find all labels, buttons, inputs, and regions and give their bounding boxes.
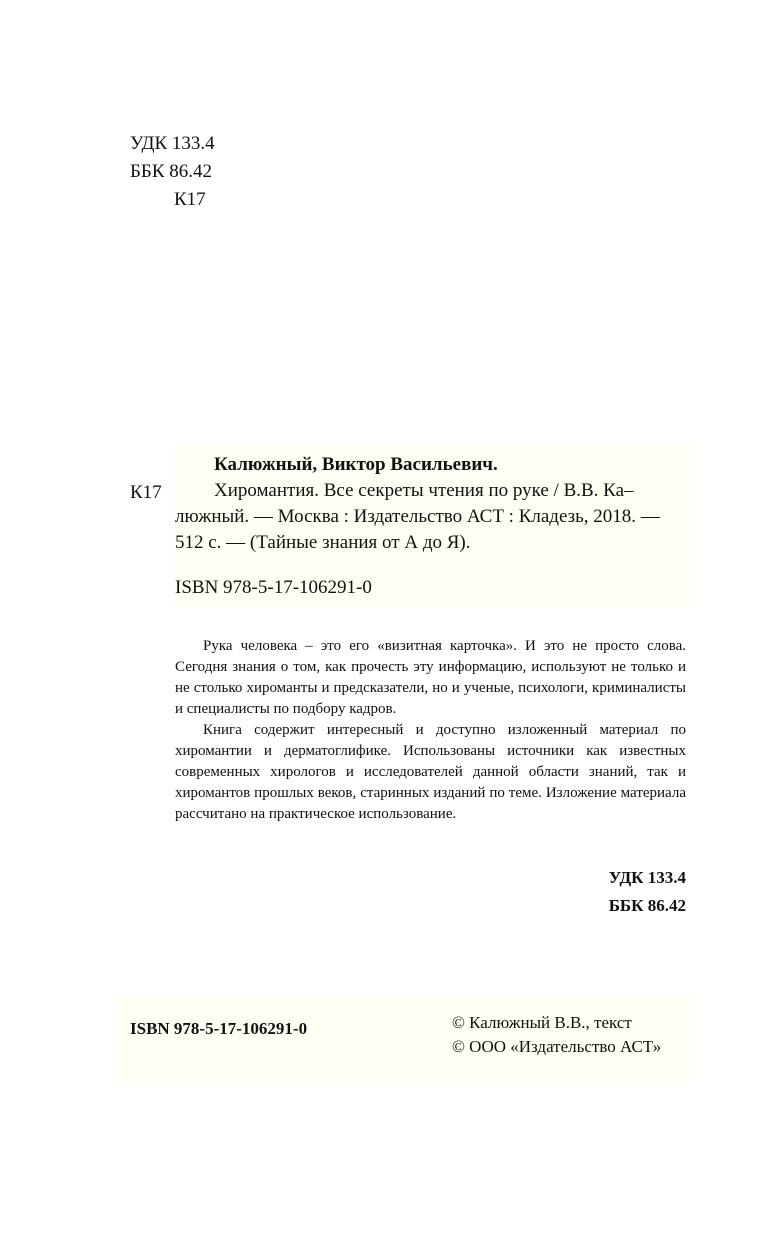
bbk-code: ББК 86.42 [130,161,212,182]
card-side-mark: К17 [130,482,162,503]
copyright-author: © Калюжный В.В., текст [452,1013,632,1032]
annotation-paragraph: Рука человека – это его «визитная карточка». И это не просто слова. Сегодня знания о том, как прочесть эту информацию, используют не только и не столько хироманты и предсказатели, но и ученые, психологи, криминалисты и специалисты по подбору кадров. [175,638,686,717]
card-isbn: ISBN 978-5-17-106291-0 [175,577,372,598]
copyright-publisher: © ООО «Издательство АСТ» [452,1037,662,1056]
card-line-2: люжный. — Москва : Издательство АСТ : Кладезь, 2018. — [175,506,660,527]
annotation [175,636,686,825]
classification-codes [609,864,686,920]
card-author: Калюжный, Виктор Васильевич. [214,454,498,475]
bbk-code-bold: ББК 86.42 [608,896,686,915]
udk-code-bold: УДК 133.4 [608,868,686,887]
isbn-bottom: ISBN 978-5-17-106291-0 [130,1019,308,1038]
card-line-1: Хиромантия. Все секреты чтения по руке / В.В. Ка– [214,480,634,501]
card-line-3: 512 с. — (Тайные знания от А до Я). [175,532,471,553]
annotation-paragraph: Книга содержит интересный и доступно изложенный материал по хиромантии и дерматоглифике. Использованы источники как известных современных хирологов и исследователей данной области знаний, так и хиромантов прошлых веков, старинных изданий по теме. Изложение материала рассчитано на практическое использование. [175,722,686,822]
author-mark: К17 [174,189,206,210]
udk-code: УДК 133.4 [130,133,215,154]
copyright-lines [452,1011,661,1059]
